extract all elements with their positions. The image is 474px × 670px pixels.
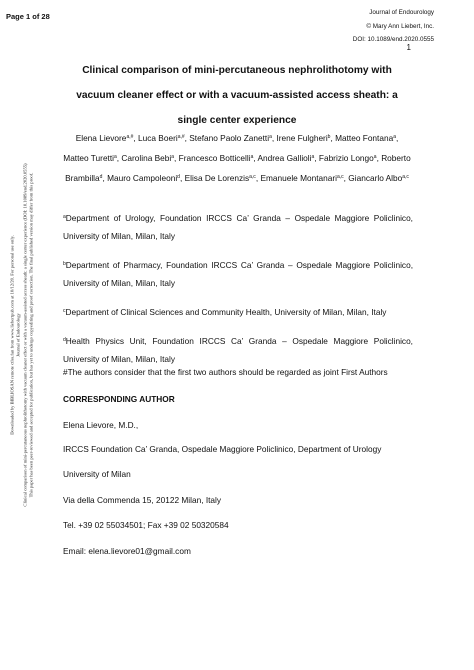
author-name: Mauro Campoleoni: [107, 173, 178, 183]
copyright: © Mary Ann Liebert, Inc.: [366, 22, 434, 30]
author-separator: ,: [184, 133, 190, 143]
author-name: Francesco Botticelli: [178, 153, 251, 163]
page-number: 1: [406, 43, 411, 52]
paper-title: Clinical comparison of mini-percutaneous nephrolithotomy with vacuum cleaner effect or with a vacuum-assisted access sheath: a single center experience: [76, 65, 398, 126]
journal-name: Journal of Endourology: [369, 9, 434, 16]
affiliation-d: [63, 331, 413, 368]
side-line: This paper has been peer-reviewed and accepted for publication, but has yet to undergo copyediting and proof correction. The final published version may differ from this proof.: [28, 172, 34, 498]
author-name: Matteo Fontana: [335, 133, 394, 143]
corresponding-phone: Tel. +39 02 55034501; Fax +39 02 50320584: [63, 520, 229, 530]
author-affiliation-marker: a: [171, 154, 175, 160]
author-name: Emanuele Montanari: [260, 173, 337, 183]
affiliations: [63, 208, 413, 368]
affiliation-a: [63, 208, 413, 245]
author-separator: ,: [395, 133, 399, 143]
side-line: Downloaded by BIBLIOSAN remote ctlss.fan from www.liebertpub.com at 10/12/20. For personal use only.: [9, 235, 15, 435]
author-affiliation-marker: a: [269, 134, 272, 140]
author-separator: ,: [330, 133, 336, 143]
aff-text: Department of Urology, Foundation IRCCS Ca’ Granda – Ospedale Maggiore Policlinico, University of Milan, Milan, Italy: [63, 213, 413, 241]
corresponding-heading: CORRESPONDING AUTHOR: [63, 394, 175, 404]
author-affiliation-marker: d: [177, 174, 180, 180]
corresponding-name: Elena Lievore, M.D.,: [63, 420, 139, 430]
aff-text: Department of Clinical Sciences and Community Health, University of Milan, Milan, Italy: [65, 307, 387, 317]
joint-authors-note: #The authors consider that the first two authors should be regarded as joint First Authors: [63, 367, 388, 377]
side-text: [9, 35, 34, 635]
author-affiliation-marker: a: [393, 134, 396, 140]
journal-info: [353, 6, 434, 47]
page-label: Page 1 of 28: [6, 12, 50, 21]
author-separator: ,: [343, 173, 349, 183]
author-name: Giancarlo Albo: [348, 173, 403, 183]
corresponding-institution: IRCCS Foundation Ca’ Granda, Ospedale Maggiore Policlinico, Department of Urology: [63, 444, 382, 454]
aff-text: Health Physics Unit, Foundation IRCCS Ca’ Granda – Ospedale Maggiore Policlinico, University of Milan, Milan, Italy: [63, 336, 413, 364]
author-affiliation-marker: b: [327, 134, 331, 140]
author-affiliation-marker: a: [311, 154, 315, 160]
corresponding-university: University of Milan: [63, 469, 131, 479]
author-separator: ,: [102, 173, 108, 183]
affiliation-c: [63, 302, 413, 321]
author-name: Irene Fulgheri: [276, 133, 328, 143]
author-name: Andrea Gallioli: [257, 153, 312, 163]
author-separator: ,: [179, 173, 185, 183]
author-list: [62, 128, 412, 188]
author-separator: ,: [253, 153, 258, 163]
corresponding-email: Email: elena.lievore01@gmail.com: [63, 546, 191, 556]
download-watermark: [0, 0, 50, 670]
author-name: Fabrizio Longo: [318, 153, 374, 163]
affiliation-b: [63, 255, 413, 292]
aff-marker: d: [63, 337, 66, 343]
side-line: Clinical comparison of mini-percutaneous nephrolithotomy with vacuum cleaner effect or with a vacuum-assisted access sheath: a single center experience (DOI: 10.1089/end.2020.0555): [22, 163, 27, 507]
corresponding-address: Via della Commenda 15, 20122 Milan, Italy: [63, 495, 222, 505]
author-affiliation-marker: a: [250, 154, 254, 160]
aff-marker: a: [63, 214, 66, 220]
author-affiliation-marker: a,#: [177, 134, 185, 140]
author-name: Elisa De Lorenzis: [184, 173, 250, 183]
side-line: Journal of Endourology: [15, 313, 21, 357]
author-separator: ,: [255, 173, 261, 183]
author-name: Matteo Turetti: [63, 153, 115, 163]
author-separator: ,: [376, 153, 382, 163]
author-name: Luca Boeri: [138, 133, 178, 143]
author-separator: ,: [133, 133, 139, 143]
author-separator: ,: [174, 153, 179, 163]
author-name: Stefano Paolo Zanetti: [189, 133, 270, 143]
author-name: Carolina Bebi: [121, 153, 172, 163]
author-affiliation-marker: a: [114, 154, 117, 160]
author-affiliation-marker: a,c: [402, 174, 409, 180]
author-name: Roberto Brambilla: [65, 153, 411, 183]
author-affiliation-marker: d: [99, 174, 103, 180]
doi: DOI: 10.1089/end.2020.0555: [352, 36, 434, 43]
author-separator: ,: [314, 153, 319, 163]
aff-marker: c: [63, 308, 66, 314]
aff-marker: b: [63, 261, 66, 267]
author-affiliation-marker: a: [373, 154, 377, 160]
author-separator: ,: [271, 133, 277, 143]
author-name: Elena Lievore: [75, 133, 127, 143]
author-affiliation-marker: a,c: [337, 174, 344, 180]
author-affiliation-marker: a,c: [249, 174, 256, 180]
aff-text: Department of Pharmacy, Foundation IRCCS Ca’ Granda – Ospedale Maggiore Policlinico, University of Milan, Milan, Italy: [63, 260, 413, 288]
author-affiliation-marker: a,#: [126, 134, 134, 140]
author-separator: ,: [116, 153, 122, 163]
